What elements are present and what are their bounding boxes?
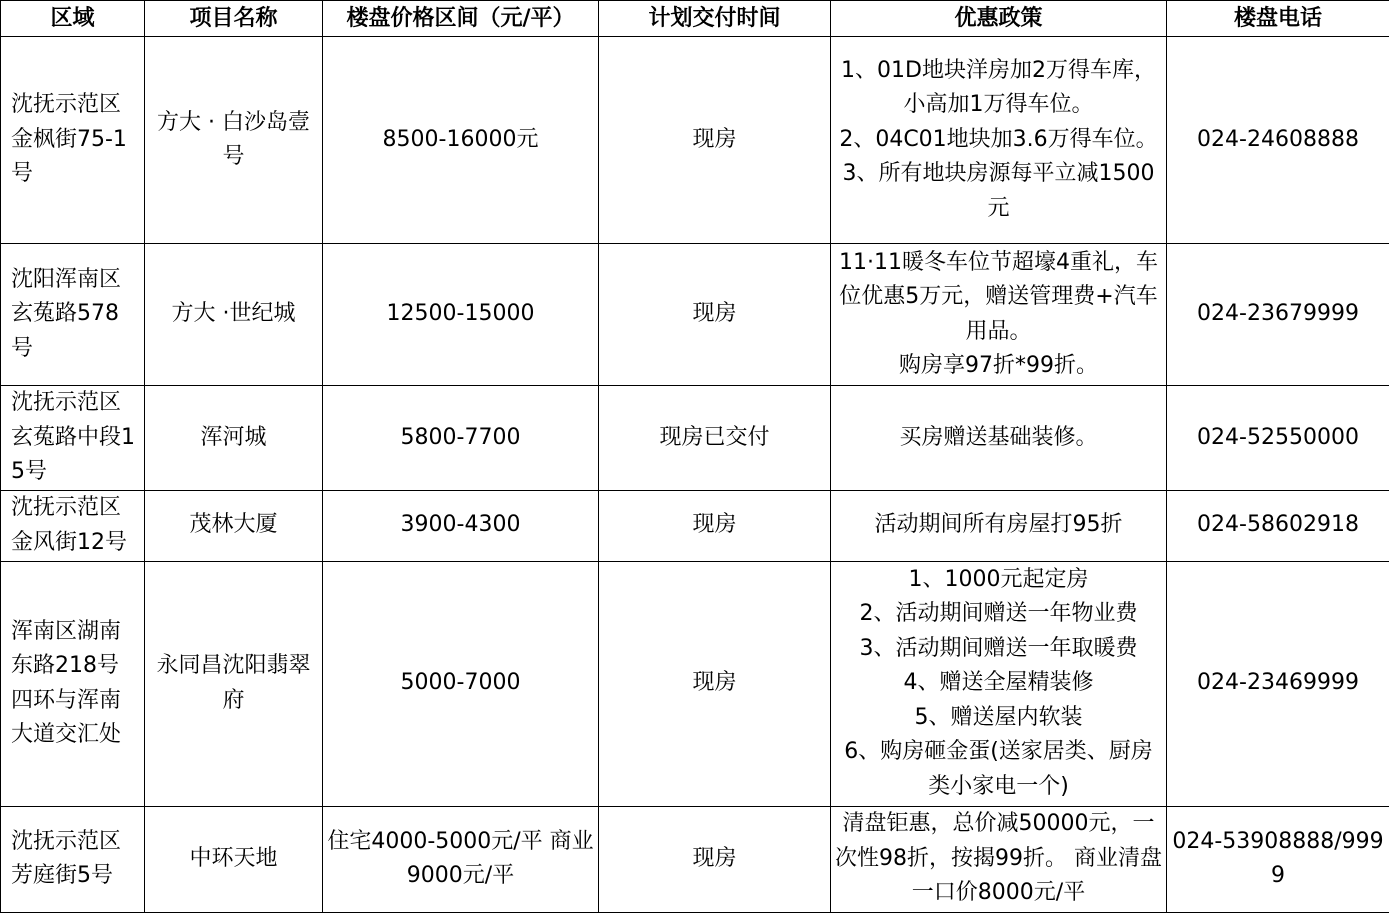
offer-line: 买房赠送基础装修。 [835, 421, 1162, 456]
header-price: 楼盘价格区间（元/平） [323, 1, 599, 37]
offer-line: 活动期间所有房屋打95折 [835, 508, 1162, 543]
cell-price: 5000-7000 [323, 561, 599, 806]
cell-phone: 024-52550000 [1167, 386, 1389, 491]
offer-line: 2、活动期间赠送一年物业费 [835, 597, 1162, 632]
offer-line: 6、购房砸金蛋(送家居类、厨房类小家电一个) [835, 735, 1162, 804]
cell-region: 沈抚示范区芳庭街5号 [1, 806, 145, 912]
offer-line: 购房享97折*99折。 [835, 349, 1162, 384]
cell-delivery: 现房 [599, 490, 831, 561]
header-region: 区域 [1, 1, 145, 37]
cell-region: 沈抚示范区玄菟路中段15号 [1, 386, 145, 491]
cell-delivery: 现房 [599, 561, 831, 806]
cell-offer [831, 490, 1167, 561]
cell-project: 方大 · 白沙岛壹号 [145, 37, 323, 244]
table-row [1, 806, 1389, 912]
cell-phone: 024-23469999 [1167, 561, 1389, 806]
cell-price: 5800-7700 [323, 386, 599, 491]
cell-region: 沈抚示范区金枫街75-1号 [1, 37, 145, 244]
table-row [1, 37, 1389, 244]
table-row [1, 386, 1389, 491]
cell-region: 沈抚示范区金风街12号 [1, 490, 145, 561]
table-row [1, 561, 1389, 806]
header-delivery: 计划交付时间 [599, 1, 831, 37]
cell-region: 沈阳浑南区玄菟路578号 [1, 244, 145, 386]
cell-phone: 024-23679999 [1167, 244, 1389, 386]
cell-delivery: 现房已交付 [599, 386, 831, 491]
cell-delivery: 现房 [599, 37, 831, 244]
cell-project: 永同昌沈阳翡翠府 [145, 561, 323, 806]
cell-project: 方大 ·世纪城 [145, 244, 323, 386]
header-offer: 优惠政策 [831, 1, 1167, 37]
offer-line: 1、1000元起定房 [835, 563, 1162, 598]
offer-line: 清盘钜惠，总价减50000元，一次性98折，按揭99折。 商业清盘一口价8000元/平 [835, 807, 1162, 911]
cell-project: 中环天地 [145, 806, 323, 912]
cell-offer [831, 37, 1167, 244]
header-phone: 楼盘电话 [1167, 1, 1389, 37]
offer-line: 3、所有地块房源每平立减1500元 [835, 157, 1162, 226]
cell-project: 茂林大厦 [145, 490, 323, 561]
cell-phone: 024-58602918 [1167, 490, 1389, 561]
cell-offer [831, 806, 1167, 912]
header-project: 项目名称 [145, 1, 323, 37]
cell-delivery: 现房 [599, 244, 831, 386]
offer-line: 3、活动期间赠送一年取暖费 [835, 632, 1162, 667]
offer-line: 2、04C01地块加3.6万得车位。 [835, 123, 1162, 158]
cell-delivery: 现房 [599, 806, 831, 912]
cell-project: 浑河城 [145, 386, 323, 491]
cell-phone: 024-24608888 [1167, 37, 1389, 244]
offer-line: 1、01D地块洋房加2万得车库，小高加1万得车位。 [835, 54, 1162, 123]
cell-phone: 024-53908888/9999 [1167, 806, 1389, 912]
cell-price: 8500-16000元 [323, 37, 599, 244]
offer-line: 4、赠送全屋精装修 [835, 666, 1162, 701]
cell-price: 住宅4000-5000元/平 商业9000元/平 [323, 806, 599, 912]
header-row [1, 1, 1389, 37]
offer-line: 11·11暖冬车位节超壕4重礼，车位优惠5万元，赠送管理费+汽车 用品。 [835, 246, 1162, 350]
table-row [1, 244, 1389, 386]
cell-price: 3900-4300 [323, 490, 599, 561]
offer-line: 5、赠送屋内软装 [835, 701, 1162, 736]
cell-price: 12500-15000 [323, 244, 599, 386]
cell-offer [831, 386, 1167, 491]
cell-region: 浑南区湖南东路218号四环与浑南大道交汇处 [1, 561, 145, 806]
cell-offer [831, 244, 1167, 386]
cell-offer [831, 561, 1167, 806]
table-row [1, 490, 1389, 561]
